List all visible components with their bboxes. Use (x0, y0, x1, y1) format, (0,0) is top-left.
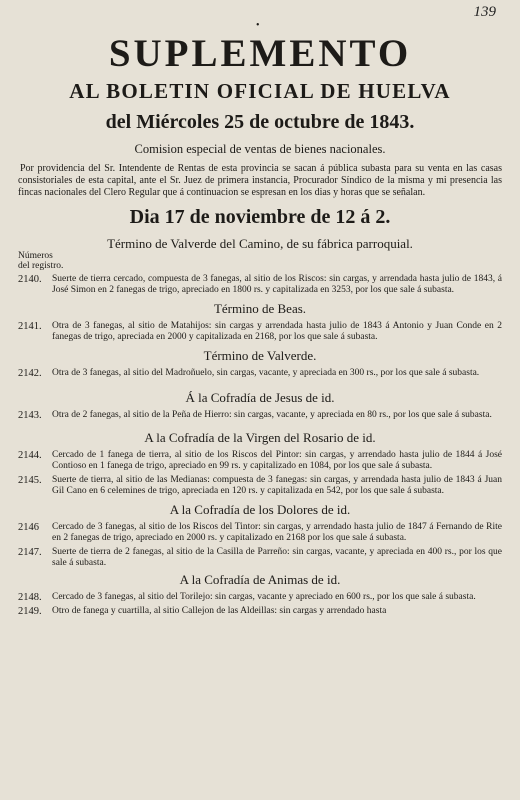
registry-number: 2142. (18, 368, 42, 379)
sections-container (18, 235, 502, 617)
registry-number: 2144. (18, 450, 42, 461)
section-heading: Á la Cofradía de Jesus de id. (185, 390, 335, 405)
registry-entry-text: Otra de 2 fanegas, al sitio de la Peña de Hierro: sin cargas, vacante, y apreciada en 80 rs., por los que sale á subasta. (52, 410, 492, 420)
auction-day-heading: Dia 17 de noviembre de 12 á 2. (129, 206, 391, 228)
registry-number: 2141. (18, 321, 42, 332)
registry-entry (18, 475, 502, 497)
registry-entry-text: Cercado de 3 fanegas, al sitio de los Riscos del Tintor: sin cargas, y arrendado hasta julio de 1847 á Fernando de Rite en 2 fanegas de trigo, apreciado en 2000 rs. y capitalizado en 2168 por los que sale á subasta. (52, 522, 502, 543)
registry-entry (18, 592, 502, 603)
registry-entry (18, 274, 502, 296)
registry-entry-text: Suerte de tierra de 2 fanegas, al sitio de la Casilla de Parreño: sin cargas, vacante, y apreciada en 400 rs., por los que sale á subasta. (52, 547, 502, 568)
document-subtitle: AL BOLETIN OFICIAL DE HUELVA (69, 79, 451, 103)
registry-number: 2146 (18, 522, 39, 533)
registry-entry-text: Otra de 3 fanegas, al sitio del Madroñuelo, sin cargas, vacante, y apreciada en 300 rs., por los que sale á subasta. (52, 368, 480, 378)
section-heading: A la Cofradía de la Virgen del Rosario de id. (144, 430, 376, 445)
registry-entry-text: Suerte de tierra, al sitio de las Medianas: compuesta de 3 fanegas: sin cargas, y arrendada hasta julio de 1843 á Juan Gil Cano en 6 celemines de trigo, apreciada en 120 rs. y capitalizada en 542, por los que sale á subasta. (52, 475, 502, 496)
registry-entry (18, 522, 502, 544)
comision-heading: Comision especial de ventas de bienes nacionales. (134, 142, 386, 156)
registry-numbers-label-line: Números (18, 251, 53, 261)
registry-entry (18, 450, 502, 472)
registry-number: 2147. (18, 547, 42, 558)
registry-entry-text: Otro de fanega y cuartilla, al sitio Callejon de las Aldeillas: sin cargas y arrendado hasta (52, 606, 387, 616)
folio-number: 139 (473, 4, 496, 20)
registry-entry-text: Suerte de tierra cercado, compuesta de 3 fanegas, al sitio de los Riscos: sin cargas, y arrendada hasta julio de 1843, á José Simon en 2 fanegas de trigo, apreciado en 1800 rs. y capitalizada en 3253, por los que sale á subasta. (52, 274, 502, 295)
section-heading: A la Cofradía de los Dolores de id. (169, 502, 351, 517)
registry-number: 2148. (18, 592, 42, 603)
registry-entry (18, 410, 502, 421)
document-title: SUPLEMENTO (108, 32, 412, 75)
registry-entry (18, 606, 502, 617)
registry-number: 2145. (18, 475, 42, 486)
registry-entry-text: Cercado de 3 fanegas, al sitio del Torilejo: sin cargas, vacante y apreciado en 600 rs., por los que sale á subasta. (52, 592, 476, 602)
section-heading: Término de Valverde. (203, 348, 317, 363)
registry-entry-text: Otra de 3 fanegas, al sitio de Matahijos: sin cargas y arrendada hasta julio de 1843 á Antonio y Juan Conde en 2 fanegas de trigo, apreciada en 2000 y capitalizada en 2168, por los que sale á subasta. (52, 321, 502, 342)
section-heading: Término de Beas. (213, 301, 307, 316)
intro-paragraph: Por providencia del Sr. Intendente de Rentas de esta provincia se sacan á pública subasta para su venta en las casas consistoriales de esta capital, ante el Sr. Juez de primera instancia, Procurador Síndico de la misma y mi presencia las fincas nacionales del Clero Regular que á continuacion se espresan en los dias y horas que se señalan. (18, 163, 502, 198)
section-heading: A la Cofradía de Animas de id. (179, 572, 341, 587)
registry-numbers-label (18, 251, 502, 271)
section-heading: Término de Valverde del Camino, de su fábrica parroquial. (107, 236, 413, 251)
registry-entry-text: Cercado de 1 fanega de tierra, al sitio de los Riscos del Pintor: sin cargas, y arrendado hasta julio de 1844 á José Contioso en 1 fanega de trigo, apreciado en 99 rs. y capitalizado en 1084, por los que sale á subasta. (52, 450, 502, 471)
document-date: del Miércoles 25 de octubre de 1843. (105, 111, 415, 133)
registry-number: 2143. (18, 410, 42, 421)
registry-entry (18, 368, 502, 379)
registry-entry (18, 321, 502, 343)
registry-numbers-label-line: del registro. (18, 261, 64, 271)
ornament-dot: • (256, 20, 260, 31)
registry-number: 2140. (18, 274, 42, 285)
registry-number: 2149. (18, 606, 42, 617)
registry-entry (18, 547, 502, 569)
